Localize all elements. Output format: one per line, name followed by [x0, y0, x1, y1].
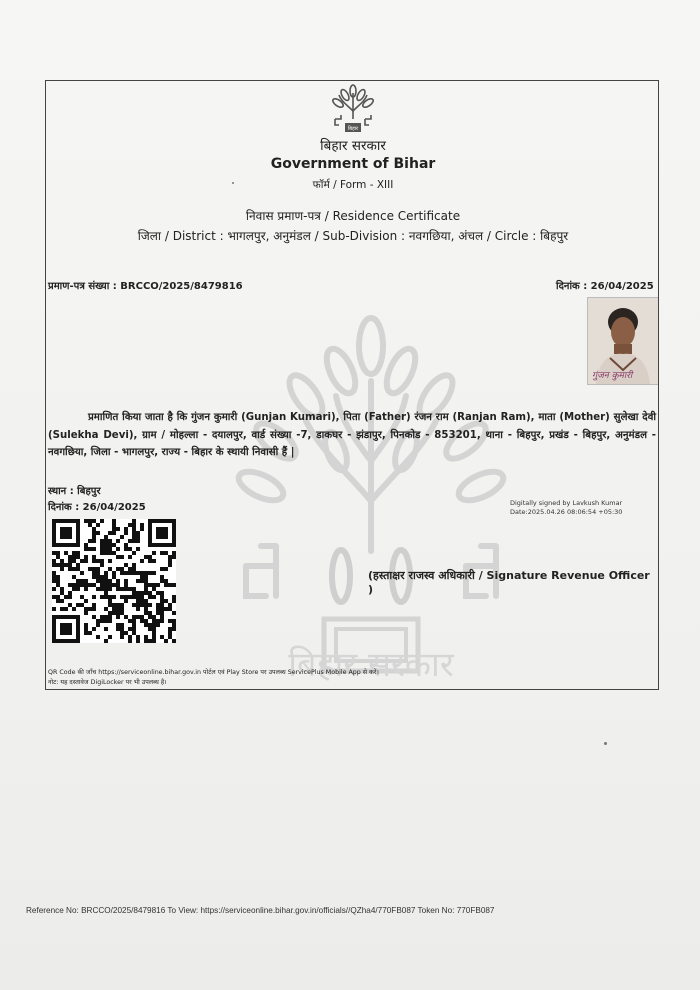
digital-signature-date: Date:2025.04.26 08:06:54 +05:30: [510, 508, 623, 516]
qr-code[interactable]: [52, 519, 176, 643]
applicant-photo: [587, 297, 659, 385]
form-label: फॉर्म / Form - XIII: [312, 179, 394, 191]
issue-date: दिनांक : 26/04/2025: [48, 502, 146, 513]
watermark-emblem: [226, 301, 516, 681]
hindi-title: बिहार सरकार: [320, 138, 386, 154]
paper-speck: [232, 182, 234, 184]
revenue-officer-signature: (हस्ताक्षर राजस्व अधिकारी / Signature Revenue Officer ): [368, 569, 650, 596]
district-line: जिला / District : भागलपुर, अनुमंडल / Sub-Division : नवगछिया, अंचल / Circle : बिहपुर: [137, 229, 569, 243]
qr-verification-note: QR Code की जाँच https://serviceonline.bihar.gov.in पोर्टल एवं Play Store पर उपलब्ध ServicePlus Mobile App से करें।: [48, 669, 379, 676]
emblem-lettering: बिहार: [347, 126, 359, 132]
certification-statement: प्रमाणित किया जाता है कि गुंजन कुमारी (Gunjan Kumari), पिता (Father) रंजन राम (Ranjan Ram), माता (Mother) सुलेखा देवी (Sulekha Devi), ग्राम / मोहल्ला - दयालपुर, वार्ड संख्या -7, डाकघर - झंडापुर, पिनकोड - 853201, थाना - बिहपुर, प्रखंड - बिहपुर, अनुमंडल - नवगछिया, जिला - भागलपुर, राज्य - बिहार के स्थायी निवासी हैं |: [48, 412, 656, 458]
certificate-frame: [45, 80, 659, 690]
issue-place: स्थान : बिहपुर: [48, 486, 101, 497]
photo-signature: गुंजन कुमारी: [592, 371, 633, 381]
digital-signature-name: Digitally signed by Lavkush Kumar: [510, 499, 623, 507]
certificate-title: निवास प्रमाण-पत्र / Residence Certificate: [245, 209, 461, 223]
government-title: Government of Bihar: [270, 156, 436, 172]
certificate-number: प्रमाण-पत्र संख्या : BRCCO/2025/8479816: [48, 281, 243, 292]
certificate-date: दिनांक : 26/04/2025: [556, 281, 654, 292]
watermark-text: बिहार सरकार: [288, 645, 454, 681]
paper-speck: [604, 742, 607, 745]
digilocker-note: नोट: यह दस्तावेज DigiLocker पर भी उपलब्ध है।: [48, 679, 167, 686]
digital-signature: [510, 499, 622, 517]
bihar-emblem-icon: [329, 83, 377, 135]
reference-footer: Reference No: BRCCO/2025/8479816 To View: https://serviceonline.bihar.gov.in/officials//QZha4/770FB087 Token No: 770FB087: [26, 906, 495, 915]
